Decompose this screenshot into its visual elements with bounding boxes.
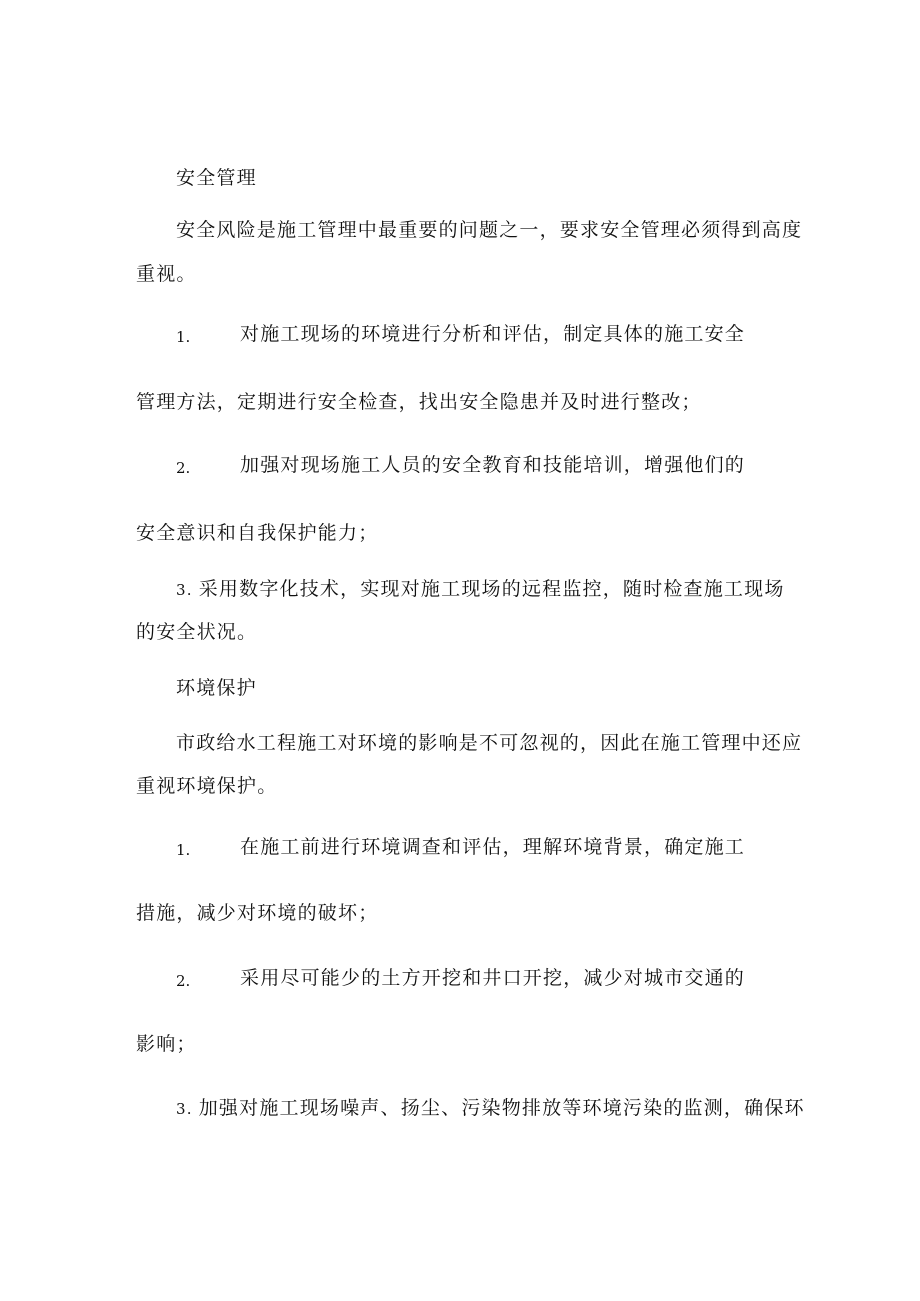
list-item-text: 采用尽可能少的土方开挖和井口开挖，减少对城市交通的 (240, 967, 746, 989)
list-item-text: 在施工前进行环境调查和评估，理解环境背景，确定施工 (240, 836, 746, 858)
list-item-text: 影响； (136, 1033, 197, 1055)
paragraph-line: 重视环境保护。 (136, 775, 278, 797)
list-item-text: 加强对现场施工人员的安全教育和技能培训，增强他们的 (240, 454, 746, 476)
paragraph-line: 重视。 (136, 263, 197, 285)
list-number: 3. (176, 581, 193, 599)
list-item-text: 措施，减少对环境的破坏； (136, 902, 379, 924)
list-item-text: 采用数字化技术，实现对施工现场的远程监控，随时检查施工现场 (198, 578, 785, 600)
list-item-text: 的安全状况。 (136, 621, 258, 643)
list-item-text (176, 577, 836, 602)
list-item-text: 对施工现场的环境进行分析和评估，制定具体的施工安全 (240, 323, 746, 345)
list-number: 1. (176, 328, 191, 346)
list-number: 3. (176, 1100, 193, 1118)
list-number: 1. (176, 841, 191, 859)
section-heading-environment: 环境保护 (176, 677, 257, 699)
list-item-text: 管理方法，定期进行安全检查，找出安全隐患并及时进行整改； (136, 391, 702, 413)
paragraph-line: 市政给水工程施工对环境的影响是不可忽视的，因此在施工管理中还应 (176, 732, 803, 754)
list-item-text (176, 1096, 836, 1121)
list-number: 2. (176, 972, 191, 990)
paragraph-line: 安全风险是施工管理中最重要的问题之一，要求安全管理必须得到高度 (176, 219, 803, 241)
list-item-text: 加强对施工现场噪声、扬尘、污染物排放等环境污染的监测，确保环 (198, 1097, 805, 1119)
list-item-text: 安全意识和自我保护能力； (136, 522, 379, 544)
section-heading-safety: 安全管理 (176, 167, 257, 189)
list-number: 2. (176, 459, 191, 477)
